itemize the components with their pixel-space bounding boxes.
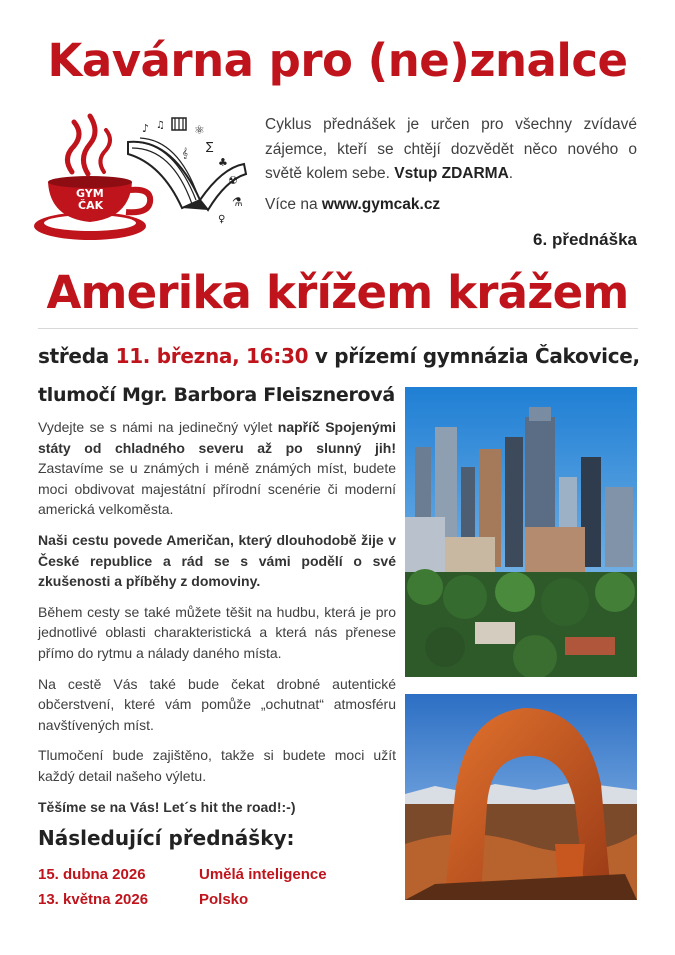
arch-rock-photo	[405, 694, 637, 900]
paragraph: Naši cestu povede Američan, který dlouhodobě žije v České republice a rád se s vámi podělí o své zkušenosti a příběhy z domoviny.	[38, 531, 396, 590]
paragraph: Vydejte se s námi na jedinečný výlet napříč Spojenými státy od chladného severu až po slunný jih! Zastavíme se u známých i méně známých míst, budete moci obdivovat majestátní přírodní scenérie či moderní americká velkoměsta.	[38, 419, 396, 518]
next-lecture-date: 13. května 2026	[38, 891, 149, 908]
paragraph: Tlumočení bude zajištěno, takže si budete moci užít každý detail našeho výletu.	[38, 747, 396, 784]
svg-text:☢: ☢	[228, 174, 238, 187]
city-skyline-photo	[405, 387, 637, 677]
svg-text:♪: ♪	[142, 122, 150, 135]
svg-text:♀: ♀	[218, 214, 226, 225]
svg-text:⚗: ⚗	[232, 195, 243, 209]
svg-text:𝄞: 𝄞	[182, 148, 188, 159]
lecture-description	[38, 417, 396, 827]
next-lecture-topic: Polsko	[199, 891, 249, 908]
free-entry: Vstup ZDARMA	[394, 165, 509, 182]
next-lecture-row	[38, 891, 248, 908]
svg-text:∑: ∑	[206, 140, 214, 153]
svg-text:GYM: GYM	[76, 187, 104, 200]
lecture-when-where: středa 11. března, 16:30 v přízemí gymnázia Čakovice,	[38, 344, 640, 368]
series-title: Kavárna pro (ne)znalce	[47, 34, 628, 87]
next-lecture-date: 15. dubna 2026	[38, 866, 146, 883]
website-link[interactable]: www.gymcak.cz	[321, 196, 441, 213]
next-lecture-topic: Umělá inteligence	[199, 866, 327, 883]
next-lectures-heading: Následující přednášky:	[38, 826, 295, 850]
website-line: Více na www.gymcak.cz	[265, 196, 441, 213]
divider	[38, 328, 638, 329]
svg-text:⚛: ⚛	[194, 123, 205, 137]
lecture-interpreter: tlumočí Mgr. Barbora Fleisznerová	[38, 384, 395, 406]
lecture-number: 6. přednáška	[533, 230, 637, 249]
paragraph: Na cestě Vás také bude čekat drobné autentické občerstvení, které vám pomůže „ochutnat“ atmosféru navštívených míst.	[38, 675, 396, 733]
svg-text:♣: ♣	[218, 156, 228, 169]
lecture-title: Amerika křížem krážem	[46, 266, 629, 319]
paragraph: Během cesty se také můžete těšit na hudbu, která je pro jednotlivé oblasti charakteristická a která nás přenese přímo do rytmu a nálady daného místa.	[38, 603, 396, 661]
intro-text: Cyklus přednášek je určen pro všechny zvídavé zájemce, kteří se chtějí dozvědět něco nového o světě kolem sebe. Vstup ZDARMA.	[265, 116, 637, 182]
svg-text:♫: ♫	[156, 120, 165, 131]
paragraph: Těšíme se na Vás! Let´s hit the road!:-)	[38, 798, 296, 815]
coffee-cup-book-logo-icon	[32, 108, 254, 250]
svg-text:ČAK: ČAK	[78, 199, 104, 212]
next-lecture-row	[38, 866, 327, 883]
